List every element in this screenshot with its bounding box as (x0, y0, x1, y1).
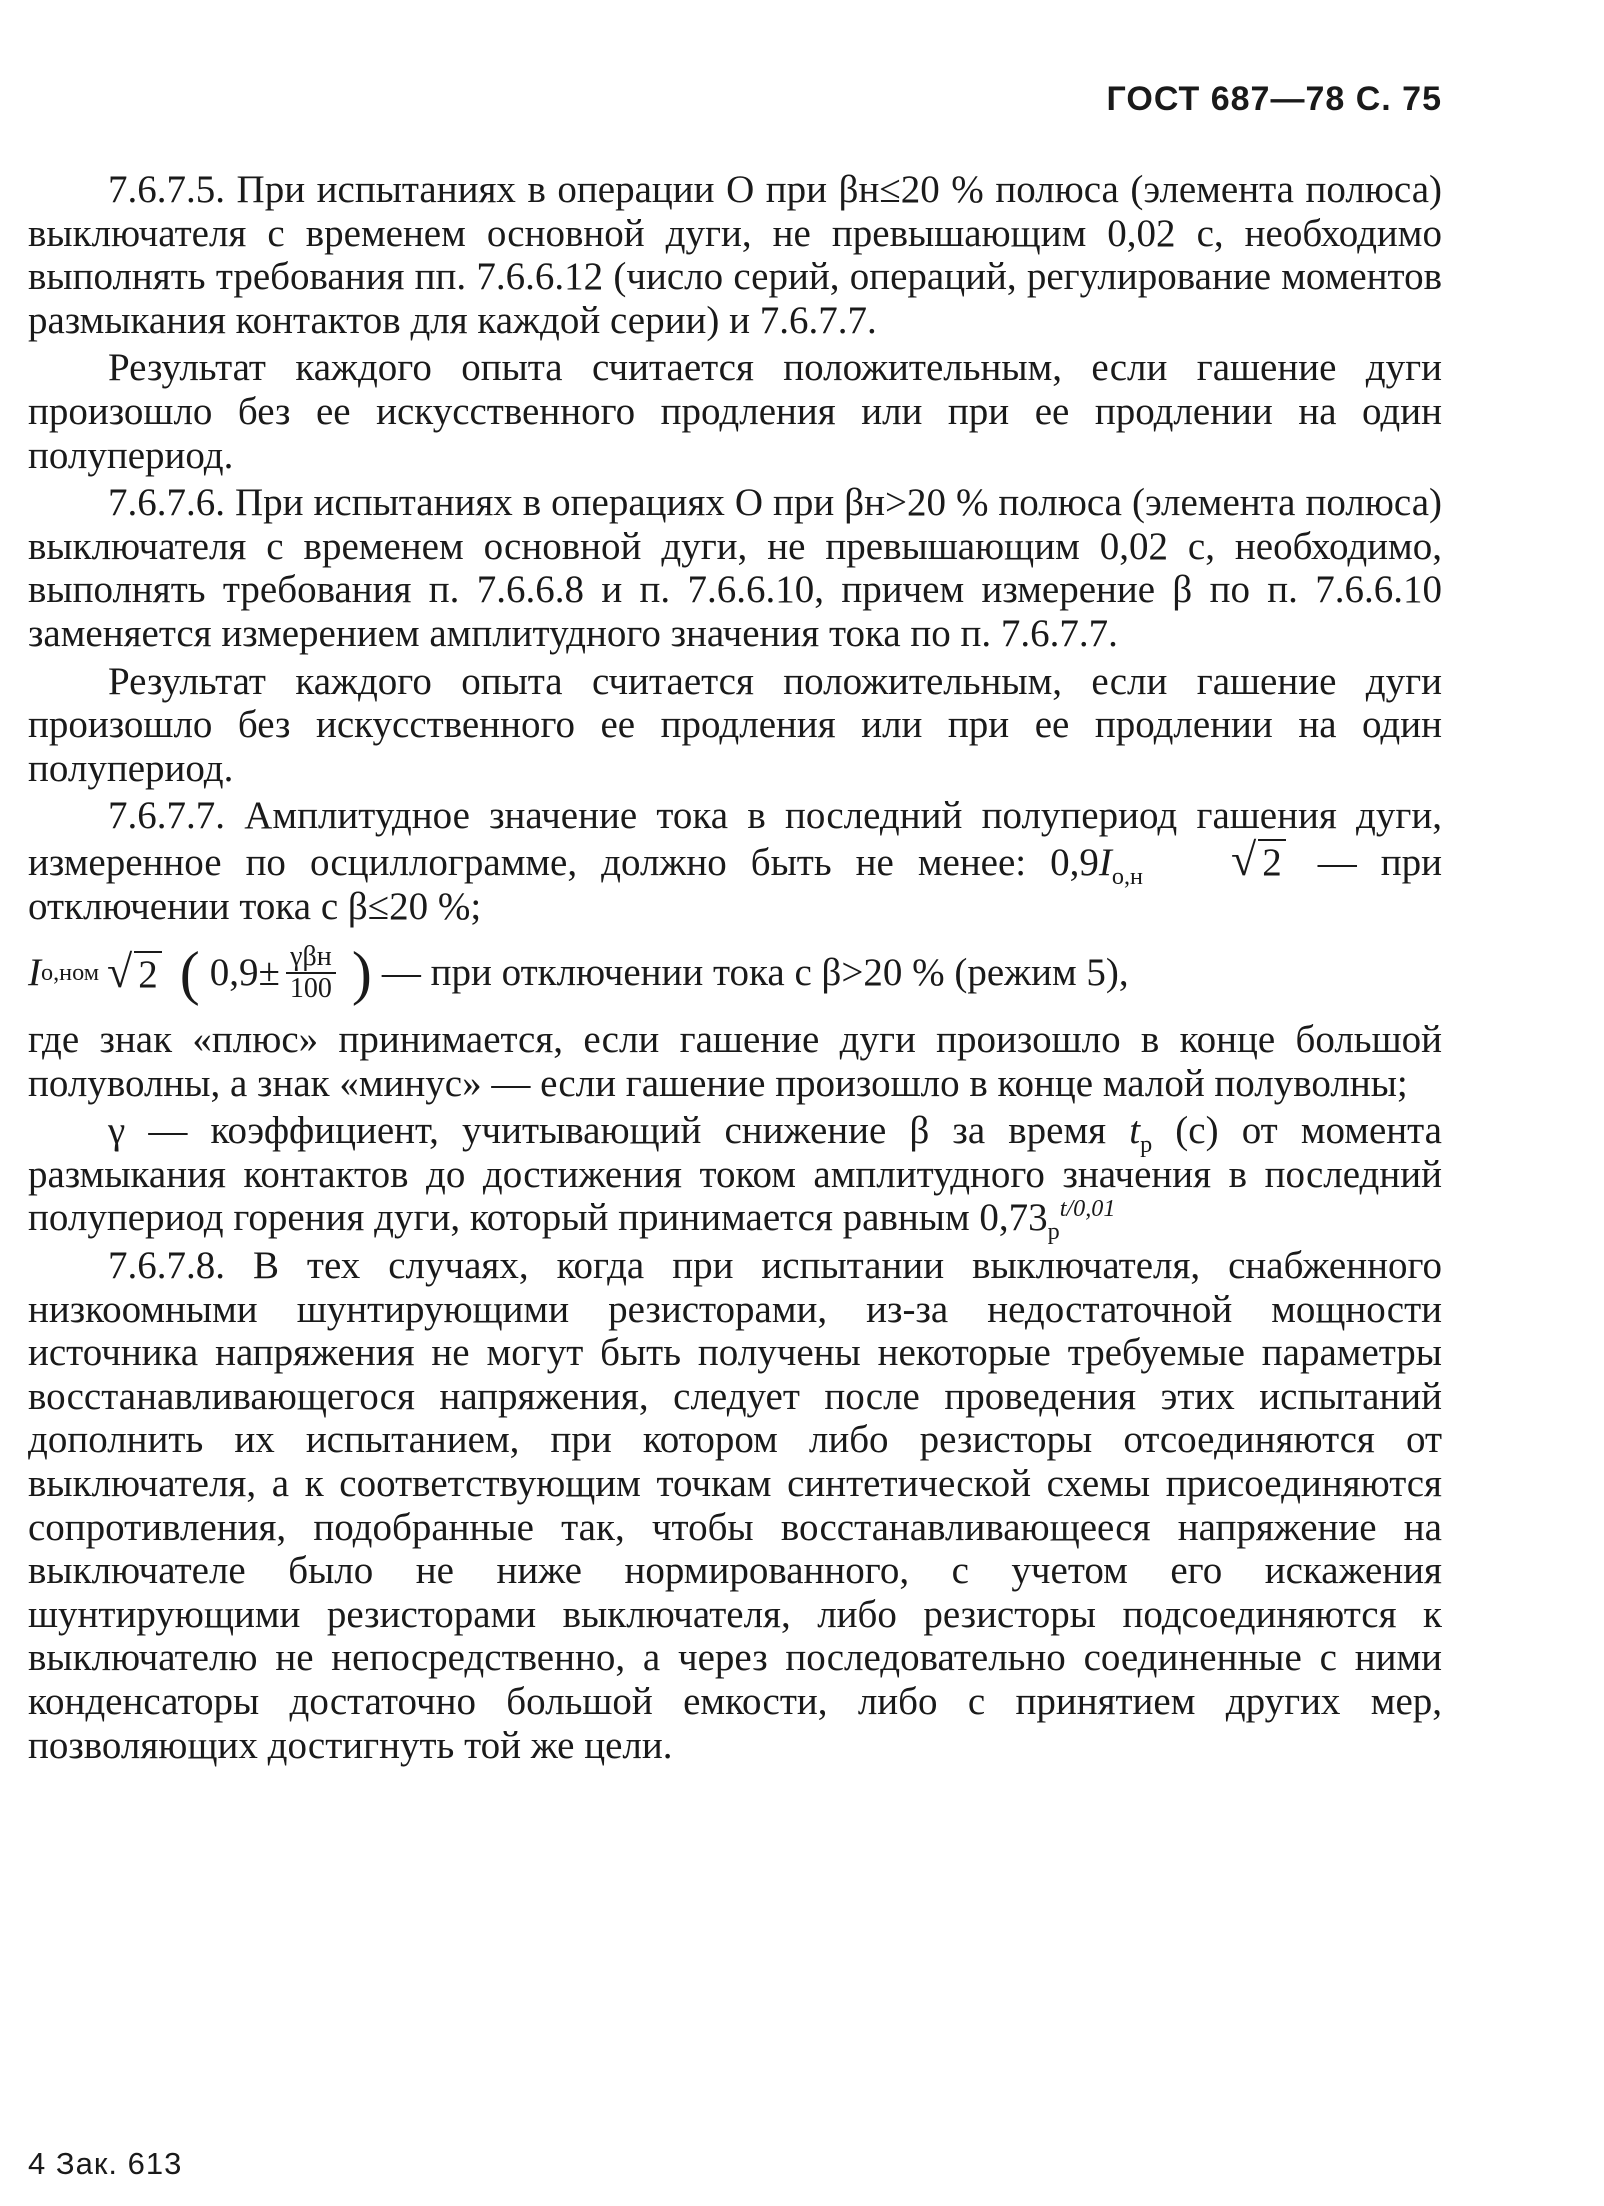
formula-sqrt (107, 945, 162, 997)
formula-fraction (286, 942, 336, 1004)
fraction-numerator: γβн (286, 942, 336, 974)
paragraph-7-6-7-8: 7.6.7.8. В тех случаях, когда при испытании выключателя, снабженного низкоомными шунтирующими резисторами, из-за недостаточной мощности источника напряжения не могут быть получены некоторые требуемые параметры восстанавливающегося напряжения, следует после проведения этих испытаний дополнить их испытанием, при котором либо резисторы отсоединяются от выключателя, а к соответствующим точкам синтетической схемы присоединяются сопротивления, подобранные так, чтобы восстанавливающееся напряжение на выключателе было не ниже нормированного, с учетом его искажения шунтирующими резисторами выключателя, либо резисторы подсоединяются к выключателю не непосредственно, а через последовательно соединенные с ними конденсаторы достаточно большой емкости, либо с принятием других мер, позволяющих достигнуть той же цели. (28, 1244, 1442, 1767)
formula-tail: — при отключении тока с β>20 % (режим 5), (381, 951, 1129, 995)
p7-start: γ — коэффициент, учитывающий снижение β за время (108, 1109, 1130, 1153)
paragraph-result-2: Результат каждого опыта считается положительным, если гашение дуги произошло без искусственного ее продления или при ее продлении на один полупериод. (28, 659, 1442, 790)
current-subscript: о,н (1111, 862, 1143, 890)
formula-line: I о,ном √ 2 ( 0,9± $\frac{\text{γβн}}{100}$ ) — при отключении тока с β>20 % (режим 5), (28, 940, 1129, 1007)
p5-start: 7.6.7.7. Амплитудное значение тока в последний полупериод гашения дуги, измеренное по осциллограмме, должно быть не менее: 0,9 (28, 794, 1442, 884)
gamma-base-subscript: р (1047, 1218, 1060, 1246)
formula-close-bracket: ) (351, 940, 372, 1007)
running-head: ГОСТ 687—78 С. 75 (1106, 80, 1442, 118)
gamma-exponent: t/0,01 (1059, 1195, 1116, 1223)
formula-radical-sign: √ (107, 945, 133, 997)
paragraph-gamma (28, 1109, 1442, 1246)
paragraph-7-6-7-6: 7.6.7.6. При испытаниях в операциях О при βн>20 % полюса (элемента полюса) выключателя с временем основной дуги, не превышающим 0,02 с, необходимо, выполнять требования п. 7.6.6.8 и п. 7.6.6.10, причем измерение β по п. 7.6.6.10 заменяется измерением амплитудного значения тока по п. 7.6.7.7. (28, 481, 1442, 655)
time-symbol: t (1129, 1109, 1141, 1153)
paragraph-7-6-7-7 (28, 794, 1442, 928)
formula-current-symbol: I (28, 951, 41, 995)
footer-note: 4 Зак. 613 (28, 2146, 183, 2181)
paragraph-7-6-7-5: 7.6.7.5. При испытаниях в операции О при βн≤20 % полюса (элемента полюса) выключателя с временем основной дуги, не превышающим 0,02 с, необходимо выполнять требования пп. 7.6.6.12 (число серий, операций, регулирование моментов размыкания контактов для каждой серии) и 7.6.7.7. (28, 168, 1442, 342)
p7-mid: (с) от момента размыкания контактов до достижения током амплитудного значения в последний полупериод горения дуги, который принимается равным 0,73 (28, 1109, 1442, 1240)
time-subscript: р (1140, 1131, 1153, 1159)
radicand: 2 (1258, 839, 1286, 884)
paragraph-sign-explanation: где знак «плюс» принимается, если гашение дуги произошло в конце большой полуволны, а знак «минус» — если гашение произошло в конце малой полуволны; (28, 1018, 1442, 1105)
paragraph-result-1: Результат каждого опыта считается положительным, если гашение дуги произошло без ее искусственного продления или при ее продлении на один полупериод. (28, 346, 1442, 477)
formula-radicand: 2 (134, 951, 162, 996)
formula-constant: 0,9± (209, 951, 280, 995)
p5-end: — при отключении тока с β≤20 %; (28, 840, 1442, 928)
current-symbol: I (1098, 840, 1112, 884)
body-text (28, 168, 1442, 1771)
formula-open-bracket: ( (179, 940, 200, 1007)
radical-sign: √ (1230, 833, 1257, 885)
sqrt-expression (1151, 833, 1286, 885)
fraction-denominator: 100 (289, 973, 332, 1005)
